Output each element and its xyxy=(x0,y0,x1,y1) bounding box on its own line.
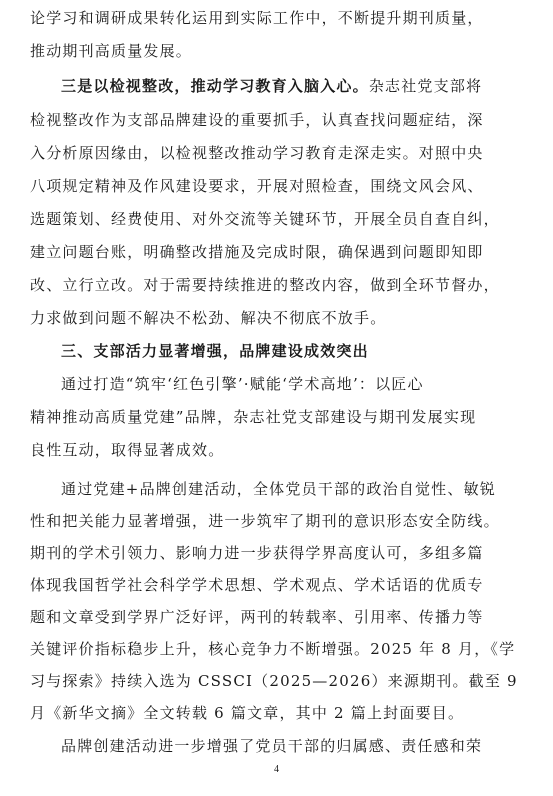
text-line: 体现我国哲学社会科学学术思想、学术观点、学术话语的优质专 xyxy=(30,576,484,594)
text-line: 检视整改作为支部品牌建设的重要抓手，认真查找问题症结，深 xyxy=(30,111,484,129)
text-line: 八项规定精神及作风建设要求，开展对照检查，围绕文风会风、 xyxy=(30,177,484,195)
text-line: 精神推动高质量党建”品牌，杂志社党支部建设与期刊发展实现 xyxy=(30,408,477,426)
text-line: 建立问题台账，明确整改措施及完成时限，确保遇到问题即知即 xyxy=(30,243,484,261)
text-line: 入分析原因缘由，以检视整改推动学习教育走深走实。对照中央 xyxy=(30,144,484,162)
paragraph-lead-line xyxy=(61,76,531,96)
text-line: 通过党建+品牌创建活动，全体党员干部的政治自觉性、敏锐 xyxy=(61,480,496,498)
text-line: 力求做到问题不解决不松劲、解决不彻底不放手。 xyxy=(30,309,387,327)
page-number: 4 xyxy=(274,764,279,775)
text-line: 月《新华文摘》全文转载 6 篇文章，其中 2 篇上封面要目。 xyxy=(30,704,465,722)
text-line: 性和把关能力显著增强，进一步筑牢了期刊的意识形态安全防线。 xyxy=(30,512,500,530)
text-line: 良性互动，取得显著成效。 xyxy=(30,441,225,459)
bold-lead: 三是以检视整改，推动学习教育入脑入心。 xyxy=(61,77,369,95)
section-heading: 三、支部活力显著增强，品牌建设成效突出 xyxy=(61,342,369,360)
text-line: 改、立行立改。对于需要持续推进的整改内容，做到全环节督办， xyxy=(30,276,500,294)
text-line: 品牌创建活动进一步增强了党员干部的归属感、责任感和荣 xyxy=(61,737,483,755)
text-line: 推动期刊高质量发展。 xyxy=(30,42,193,60)
text-line: 期刊的学术引领力、影响力进一步获得学界高度认可，多组多篇 xyxy=(30,544,484,562)
text-line: 通过打造“筑牢‘红色引擎’·赋能‘学术高地’：以匠心 xyxy=(61,375,424,393)
text-line: 选题策划、经费使用、对外交流等关键环节，开展全员自查自纠， xyxy=(30,210,500,228)
text-line: 论学习和调研成果转化运用到实际工作中，不断提升期刊质量， xyxy=(30,9,484,27)
text-line: 关键评价指标稳步上升，核心竞争力不断增强。2025 年 8 月，《学 xyxy=(30,640,516,658)
text-line: 习与探索》持续入选为 CSSCI（2025—2026）来源期刊。截至 9 xyxy=(30,672,518,690)
text-line: 题和文章受到学界广泛好评，两刊的转载率、引用率、传播力等 xyxy=(30,608,484,626)
lead-rest: 杂志社党支部将 xyxy=(368,77,483,95)
